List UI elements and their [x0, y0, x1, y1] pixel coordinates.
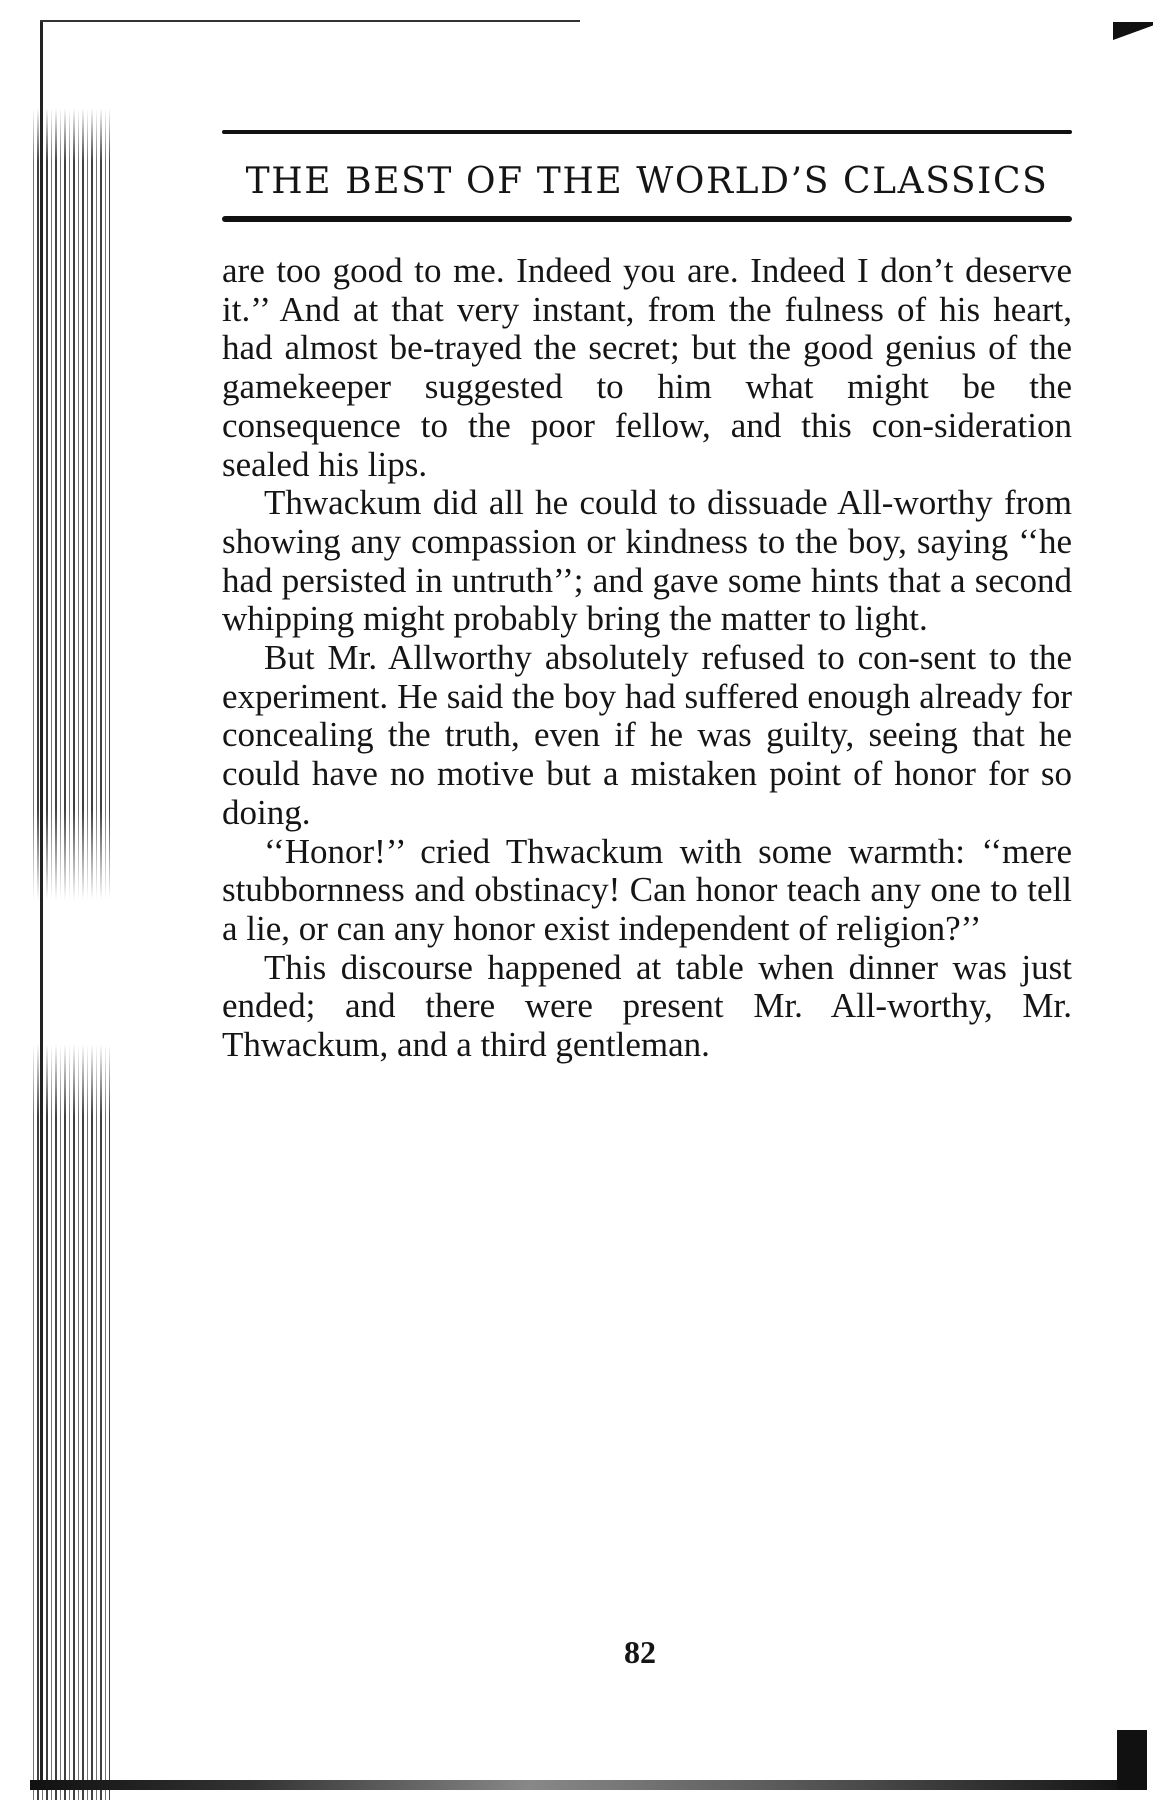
paragraph: ‘‘Honor!’’ cried Thwackum with some warmth: ‘‘mere stubbornness and obstinacy! Can honor teach any one to tell a lie, or can any honor exist independent of religion?’’: [222, 831, 1072, 948]
paragraph: But Mr. Allworthy absolutely refused to con-sent to the experiment. He said the boy had suffered enough already for concealing the truth, even if he was guilty, seeing that he could have no motive but a mistaken point of honor for so doing.: [222, 638, 1072, 832]
scan-left-border: [40, 20, 43, 1780]
paragraph: This discourse happened at table when dinner was just ended; and there were present Mr. All-worthy, Mr. Thwackum, and a third gentleman.: [222, 947, 1072, 1065]
header-rule-bottom: [222, 216, 1072, 222]
page-number: 82: [624, 1634, 656, 1670]
body-text: [222, 252, 1072, 1065]
scan-top-border: [40, 20, 580, 22]
scan-corner-mark: [1113, 22, 1153, 52]
paragraph: Thwackum did all he could to dissuade All-worthy from showing any compassion or kindness to the boy, saying ‘‘he had persisted in untruth’’; and gave some hints that a second whipping might probably bring the matter to light.: [222, 483, 1072, 639]
scan-bottom-border: [30, 1780, 1140, 1790]
header-rule-top: [222, 130, 1072, 134]
running-head: THE BEST OF THE WORLD’S CLASSICS: [245, 161, 1049, 202]
paragraph: are too good to me. Indeed you are. Indeed I don’t deserve it.’’ And at that very instant, from the fulness of his heart, had almost be-trayed the secret; but the good genius of the gamekeeper suggested to him what might be the consequence to the poor fellow, and this con-sideration sealed his lips.: [222, 251, 1072, 484]
scan-bottom-corner: [1117, 1730, 1147, 1790]
